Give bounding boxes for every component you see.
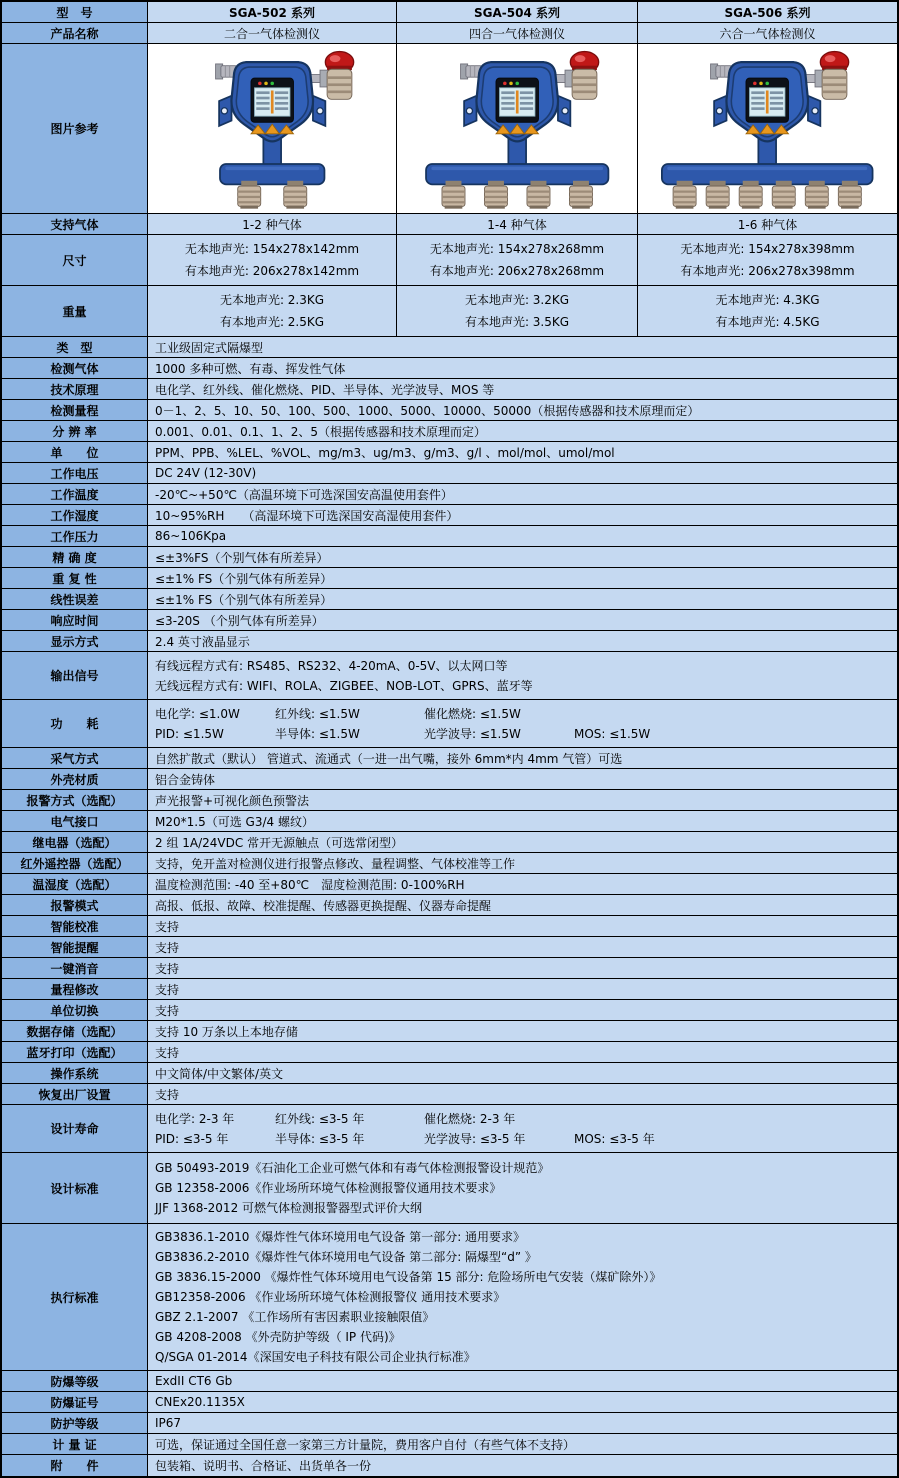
spec-label: 产品名称	[2, 23, 148, 44]
spec-value-line: GB 4208-2008 《外壳防护等级（ IP 代码)》	[155, 1330, 401, 1344]
spec-row	[2, 526, 897, 547]
spec-row	[2, 1153, 897, 1224]
spec-value	[638, 235, 897, 286]
spec-value	[148, 235, 397, 286]
spec-value-segment: 红外线: ≤3-5 年	[275, 1111, 365, 1126]
spec-value	[148, 652, 897, 700]
spec-row	[2, 286, 897, 337]
gas-detector-illustration	[166, 48, 378, 210]
spec-value: 支持	[148, 958, 897, 979]
spec-label: 计 量 证	[2, 1434, 148, 1455]
spec-row	[2, 895, 897, 916]
spec-value-line: 无本地声光: 3.2KG	[464, 293, 570, 307]
spec-row	[2, 23, 897, 44]
spec-label: 电气接口	[2, 811, 148, 832]
spec-row	[2, 484, 897, 505]
spec-row	[2, 235, 897, 286]
spec-value: 自然扩散式（默认） 管道式、流通式（一进一出气嘴，接外 6mm*内 4mm 气管）可选	[148, 748, 897, 769]
spec-value-segment: 光学波导: ≤1.5W	[424, 726, 521, 741]
spec-label: 技术原理	[2, 379, 148, 400]
spec-value-segment: 催化燃烧: 2-3 年	[424, 1111, 516, 1126]
spec-label: 智能校准	[2, 916, 148, 937]
spec-value-line: GB12358-2006 《作业场所环境气体检测报警仪 通用技术要求》	[155, 1290, 506, 1304]
spec-value-segment: 电化学: ≤1.0W	[155, 706, 240, 721]
spec-row	[2, 337, 897, 358]
spec-row	[2, 442, 897, 463]
spec-value	[148, 286, 397, 337]
spec-row	[2, 748, 897, 769]
spec-value-line: 无线远程方式有: WIFI、ROLA、ZIGBEE、NOB-LOT、GPRS、蓝牙等	[155, 678, 533, 693]
spec-value: 六合一气体检测仪	[638, 23, 897, 44]
spec-value-segment: 电化学: 2-3 年	[155, 1111, 235, 1126]
spec-label: 一键消音	[2, 958, 148, 979]
spec-label: 设计寿命	[2, 1105, 148, 1153]
spec-row	[2, 610, 897, 631]
spec-value: 支持	[148, 1042, 897, 1063]
spec-value: 电化学、红外线、催化燃烧、PID、半导体、光学波导、MOS 等	[148, 379, 897, 400]
spec-value-line	[155, 1129, 890, 1149]
spec-value-line	[155, 1109, 890, 1129]
spec-value-line: 有线远程方式有: RS485、RS232、4-20mA、0-5V、以太网口等	[155, 658, 508, 673]
spec-value: ≤±1% FS（个别气体有所差异）	[148, 568, 897, 589]
spec-value-segment: 光学波导: ≤3-5 年	[424, 1131, 526, 1146]
spec-label: 附 件	[2, 1455, 148, 1476]
spec-row	[2, 652, 897, 700]
spec-row	[2, 589, 897, 610]
spec-value: 支持	[148, 1084, 897, 1105]
spec-row	[2, 811, 897, 832]
spec-label: 分 辨 率	[2, 421, 148, 442]
spec-value: ≤3-20S （个别气体有所差异）	[148, 610, 897, 631]
series-header: SGA-506 系列	[638, 2, 897, 23]
spec-value	[397, 286, 638, 337]
spec-value-segment: 半导体: ≤3-5 年	[275, 1131, 365, 1146]
spec-value: 1-4 种气体	[397, 214, 638, 235]
spec-row	[2, 1021, 897, 1042]
spec-label: 恢复出厂设置	[2, 1084, 148, 1105]
spec-label: 报警模式	[2, 895, 148, 916]
spec-value-line: 有本地声光: 206x278x268mm	[429, 264, 605, 278]
spec-value: 温度检测范围: -40 至+80℃ 湿度检测范围: 0-100%RH	[148, 874, 897, 895]
spec-label: 工作湿度	[2, 505, 148, 526]
spec-row	[2, 1042, 897, 1063]
spec-label: 设计标准	[2, 1153, 148, 1224]
spec-row	[2, 358, 897, 379]
spec-value: 可选，保证通过全国任意一家第三方计量院，费用客户自付（有些气体不支持）	[148, 1434, 897, 1455]
spec-value	[148, 700, 897, 748]
spec-label: 智能提醒	[2, 937, 148, 958]
spec-row	[2, 214, 897, 235]
spec-value: 0－1、2、5、10、50、100、500、1000、5000、10000、50000（根据传感器和技术原理而定）	[148, 400, 897, 421]
spec-value: 中文简体/中文繁体/英文	[148, 1063, 897, 1084]
spec-value: 支持	[148, 916, 897, 937]
spec-value-line: GBZ 2.1-2007 《工作场所有害因素职业接触限值》	[155, 1310, 435, 1324]
spec-row	[2, 1392, 897, 1413]
spec-label: 型 号	[2, 2, 148, 23]
spec-value	[148, 1153, 897, 1224]
spec-row	[2, 1063, 897, 1084]
spec-value: ExdII CT6 Gb	[148, 1371, 897, 1392]
spec-value: 1000 多种可燃、有毒、挥发性气体	[148, 358, 897, 379]
spec-value: 支持	[148, 937, 897, 958]
spec-row	[2, 400, 897, 421]
spec-label: 操作系统	[2, 1063, 148, 1084]
device-image-sga-502	[148, 44, 397, 214]
spec-value: 包装箱、说明书、合格证、出货单各一份	[148, 1455, 897, 1476]
spec-value-line: 无本地声光: 154x278x268mm	[429, 242, 605, 256]
spec-label: 尺寸	[2, 235, 148, 286]
spec-row	[2, 853, 897, 874]
spec-row	[2, 832, 897, 853]
spec-value: 铝合金铸体	[148, 769, 897, 790]
spec-row	[2, 505, 897, 526]
spec-row	[2, 1105, 897, 1153]
spec-row	[2, 631, 897, 652]
spec-label: 量程修改	[2, 979, 148, 1000]
spec-value: 支持，免开盖对检测仪进行报警点修改、量程调整、气体校准等工作	[148, 853, 897, 874]
spec-value-line	[155, 724, 890, 744]
spec-label: 重量	[2, 286, 148, 337]
spec-value-line: GB 50493-2019《石油化工企业可燃气体和有毒气体检测报警设计规范》	[155, 1161, 550, 1175]
spec-row	[2, 463, 897, 484]
spec-row	[2, 44, 897, 214]
spec-value	[148, 1105, 897, 1153]
spec-row	[2, 979, 897, 1000]
spec-row	[2, 1224, 897, 1371]
spec-value-line: 无本地声光: 4.3KG	[715, 293, 820, 307]
gas-detector-illustration	[411, 48, 623, 210]
spec-value-line	[155, 704, 890, 724]
spec-value-line: 有本地声光: 206x278x398mm	[680, 264, 855, 278]
spec-row	[2, 874, 897, 895]
spec-label: 工作压力	[2, 526, 148, 547]
spec-label: 防爆证号	[2, 1392, 148, 1413]
spec-label: 精 确 度	[2, 547, 148, 568]
spec-label: 单 位	[2, 442, 148, 463]
spec-row	[2, 1455, 897, 1476]
spec-value: 声光报警+可视化颜色预警法	[148, 790, 897, 811]
spec-row	[2, 1000, 897, 1021]
gas-detector-illustration	[661, 48, 873, 210]
spec-value: 支持 10 万条以上本地存储	[148, 1021, 897, 1042]
spec-value: ≤±3%FS（个别气体有所差异）	[148, 547, 897, 568]
spec-row	[2, 937, 897, 958]
spec-row	[2, 547, 897, 568]
spec-value-segment: MOS: ≤3-5 年	[574, 1131, 655, 1146]
spec-label: 执行标准	[2, 1224, 148, 1371]
spec-label: 报警方式（选配）	[2, 790, 148, 811]
spec-value-line: GB3836.2-2010《爆炸性气体环境用电气设备 第二部分: 隔爆型“d” 》	[155, 1250, 537, 1264]
spec-value-line: GB 12358-2006《作业场所环境气体检测报警仪通用技术要求》	[155, 1181, 502, 1195]
spec-label: 外壳材质	[2, 769, 148, 790]
spec-label: 防护等级	[2, 1413, 148, 1434]
spec-label: 红外遥控器（选配）	[2, 853, 148, 874]
spec-value: 10~95%RH （高湿环境下可选深国安高湿使用套件）	[148, 505, 897, 526]
spec-row	[2, 958, 897, 979]
spec-value: 2 组 1A/24VDC 常开无源触点（可选常闭型）	[148, 832, 897, 853]
spec-label: 输出信号	[2, 652, 148, 700]
spec-value: PPM、PPB、%LEL、%VOL、mg/m3、ug/m3、g/m3、g/l 、mol/mol、umol/mol	[148, 442, 897, 463]
spec-value-line: 有本地声光: 206x278x142mm	[184, 264, 360, 278]
spec-value: 工业级固定式隔爆型	[148, 337, 897, 358]
spec-value-line: 有本地声光: 3.5KG	[464, 315, 570, 329]
spec-label: 检测量程	[2, 400, 148, 421]
spec-label: 支持气体	[2, 214, 148, 235]
spec-label: 工作电压	[2, 463, 148, 484]
spec-label: 检测气体	[2, 358, 148, 379]
spec-label: 蓝牙打印（选配）	[2, 1042, 148, 1063]
spec-value-segment: PID: ≤3-5 年	[155, 1131, 229, 1146]
spec-label: 继电器（选配）	[2, 832, 148, 853]
spec-value-segment: 半导体: ≤1.5W	[275, 726, 360, 741]
spec-row	[2, 1413, 897, 1434]
spec-label: 单位切换	[2, 1000, 148, 1021]
spec-row	[2, 1434, 897, 1455]
spec-value: 86~106Kpa	[148, 526, 897, 547]
spec-value-line: JJF 1368-2012 可燃气体检测报警器型式评价大纲	[155, 1201, 423, 1215]
spec-value-line: GB3836.1-2010《爆炸性气体环境用电气设备 第一部分: 通用要求》	[155, 1230, 526, 1244]
spec-value	[148, 1224, 897, 1371]
spec-row	[2, 568, 897, 589]
spec-row	[2, 421, 897, 442]
spec-value-line: 有本地声光: 2.5KG	[219, 315, 325, 329]
spec-value-line: Q/SGA 01-2014《深国安电子科技有限公司企业执行标准》	[155, 1350, 476, 1364]
spec-value: M20*1.5（可选 G3/4 螺纹）	[148, 811, 897, 832]
series-header: SGA-504 系列	[397, 2, 638, 23]
spec-label: 采气方式	[2, 748, 148, 769]
spec-value: 1-2 种气体	[148, 214, 397, 235]
spec-value-line: 无本地声光: 154x278x398mm	[680, 242, 855, 256]
spec-value: 0.001、0.01、0.1、1、2、5（根据传感器和技术原理而定）	[148, 421, 897, 442]
spec-row	[2, 2, 897, 23]
spec-label: 工作温度	[2, 484, 148, 505]
spec-label: 显示方式	[2, 631, 148, 652]
spec-value: 2.4 英寸液晶显示	[148, 631, 897, 652]
spec-value-line: 有本地声光: 4.5KG	[715, 315, 820, 329]
spec-value-segment: 催化燃烧: ≤1.5W	[424, 706, 521, 721]
spec-row	[2, 700, 897, 748]
spec-label: 类 型	[2, 337, 148, 358]
spec-value-line: 无本地声光: 154x278x142mm	[184, 242, 360, 256]
spec-value: 四合一气体检测仪	[397, 23, 638, 44]
device-image-sga-504	[397, 44, 638, 214]
spec-row	[2, 1084, 897, 1105]
spec-value: 二合一气体检测仪	[148, 23, 397, 44]
spec-label: 防爆等级	[2, 1371, 148, 1392]
spec-value-line: 无本地声光: 2.3KG	[219, 293, 325, 307]
spec-label: 图片参考	[2, 44, 148, 214]
spec-label: 数据存储（选配）	[2, 1021, 148, 1042]
spec-label: 功 耗	[2, 700, 148, 748]
series-header: SGA-502 系列	[148, 2, 397, 23]
spec-value: 支持	[148, 1000, 897, 1021]
spec-value: ≤±1% FS（个别气体有所差异）	[148, 589, 897, 610]
spec-value-segment: 红外线: ≤1.5W	[275, 706, 360, 721]
spec-row	[2, 379, 897, 400]
spec-value: 1-6 种气体	[638, 214, 897, 235]
spec-value: IP67	[148, 1413, 897, 1434]
spec-label: 温湿度（选配）	[2, 874, 148, 895]
spec-row	[2, 790, 897, 811]
spec-label: 重 复 性	[2, 568, 148, 589]
device-image-sga-506	[638, 44, 897, 214]
spec-row	[2, 1371, 897, 1392]
spec-row	[2, 769, 897, 790]
spec-value-segment: PID: ≤1.5W	[155, 726, 224, 741]
spec-value	[397, 235, 638, 286]
spec-value-line: GB 3836.15-2000 《爆炸性气体环境用电气设备第 15 部分: 危险场所电气安装（煤矿除外）》	[155, 1270, 662, 1284]
spec-value-segment: MOS: ≤1.5W	[574, 726, 651, 741]
spec-value: -20℃~+50℃（高温环境下可选深国安高温使用套件）	[148, 484, 897, 505]
spec-label: 线性误差	[2, 589, 148, 610]
spec-value: 高报、低报、故障、校准提醒、传感器更换提醒、仪器寿命提醒	[148, 895, 897, 916]
spec-value: CNEx20.1135X	[148, 1392, 897, 1413]
spec-value	[638, 286, 897, 337]
spec-row	[2, 916, 897, 937]
spec-value: 支持	[148, 979, 897, 1000]
spec-label: 响应时间	[2, 610, 148, 631]
spec-value: DC 24V (12-30V)	[148, 463, 897, 484]
